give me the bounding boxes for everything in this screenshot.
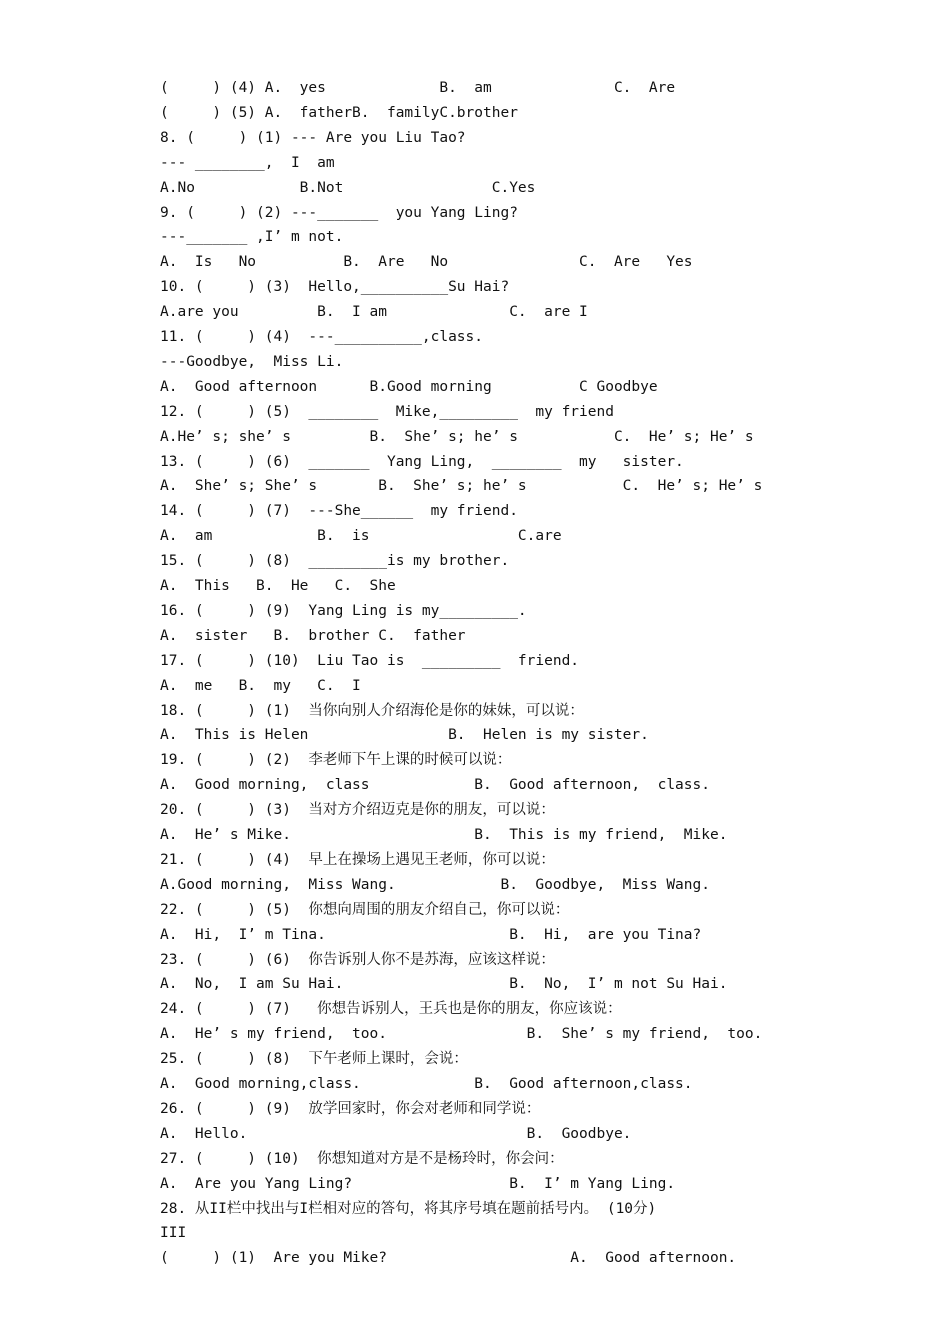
text-line: 10. ( ) (3) Hello,__________Su Hai? [160,279,510,295]
text-line: 8. ( ) (1) --- Are you Liu Tao? [160,130,466,146]
text-line: A. sister B. brother C. father [160,628,466,644]
text-line: A. Is No B. Are No C. Are Yes [160,254,693,270]
text-line: 12. ( ) (5) ________ Mike,_________ my friend [160,404,614,420]
text-line: 13. ( ) (6) _______ Yang Ling, ________ my sister. [160,454,684,470]
text-line: A. am B. is C.are [160,528,562,544]
text-line: A. No, I am Su Hai. B. No, I’ m not Su Hai. [160,976,728,992]
text-line: A. This B. He C. She [160,578,396,594]
text-line: A.are you B. I am C. are I [160,304,588,320]
text-line: A.Good morning, Miss Wang. B. Goodbye, Miss Wang. [160,877,710,893]
text-line: A. Are you Yang Ling? B. I’ m Yang Ling. [160,1176,676,1192]
text-line: 14. ( ) (7) ---She______ my friend. [160,503,518,519]
text-line: 11. ( ) (4) ---__________,class. [160,329,484,345]
text-line: A. Good afternoon B.Good morning C Goodbye [160,379,658,395]
text-line: A. He’ s my friend, too. B. She’ s my friend, too. [160,1026,763,1042]
text-line: A. He’ s Mike. B. This is my friend, Mike. [160,827,728,843]
text-line: 15. ( ) (8) _________is my brother. [160,553,510,569]
text-line: 9. ( ) (2) ---_______ you Yang Ling? [160,205,518,221]
text-line: ---_______ ,I’ m not. [160,229,344,245]
text-line: A. Hi, I’ m Tina. B. Hi, are you Tina? [160,927,702,943]
text-line: 23. ( ) (6) 你告诉别人你不是苏海，应该这样说： [160,952,555,968]
text-line: 26. ( ) (9) 放学回家时，你会对老师和同学说： [160,1101,541,1117]
text-line: 18. ( ) (1) 当你向别人介绍海伦是你的妹妹，可以说： [160,703,584,719]
text-line: A. Good morning,class. B. Good afternoon,class. [160,1076,693,1092]
text-line: ( ) (1) Are you Mike? A. Good afternoon. [160,1250,737,1266]
text-line: A. Hello. B. Goodbye. [160,1126,632,1142]
text-line: 17. ( ) (10) Liu Tao is _________ friend. [160,653,580,669]
text-line: 20. ( ) (3) 当对方介绍迈克是你的朋友，可以说： [160,802,555,818]
text-line: 25. ( ) (8) 下午老师上课时，会说： [160,1051,468,1067]
text-line: A. Good morning, class B. Good afternoon, class. [160,777,710,793]
text-line: 27. ( ) (10) 你想知道对方是不是杨玲时，你会问： [160,1151,564,1167]
text-line: 28. 从II栏中找出与I栏相对应的答句，将其序号填在题前括号内。 (10分) [160,1201,657,1217]
text-line: 19. ( ) (2) 李老师下午上课的时候可以说： [160,752,512,768]
text-line: 21. ( ) (4) 早上在操场上遇见王老师，你可以说： [160,852,555,868]
text-line: ---Goodbye, Miss Li. [160,354,344,370]
text-line: III [160,1225,187,1241]
text-line: 24. ( ) (7) 你想告诉别人，王兵也是你的朋友，你应该说： [160,1001,622,1017]
text-line: --- ________, I am [160,155,335,171]
text-line: 22. ( ) (5) 你想向周围的朋友介绍自己，你可以说： [160,902,570,918]
text-line: 16. ( ) (9) Yang Ling is my_________. [160,603,527,619]
text-line: A. She’ s; She’ s B. She’ s; he’ s C. He’ s; He’ s [160,478,763,494]
text-line: A. me B. my C. I [160,678,361,694]
text-line: A.No B.Not C.Yes [160,180,536,196]
text-line: ( ) (5) A. fatherB. familyC.brother [160,105,518,121]
text-line: ( ) (4) A. yes B. am C. Are [160,80,676,96]
text-line: A. This is Helen B. Helen is my sister. [160,727,649,743]
text-line: A.He’ s; she’ s B. She’ s; he’ s C. He’ s; He’ s [160,429,754,445]
